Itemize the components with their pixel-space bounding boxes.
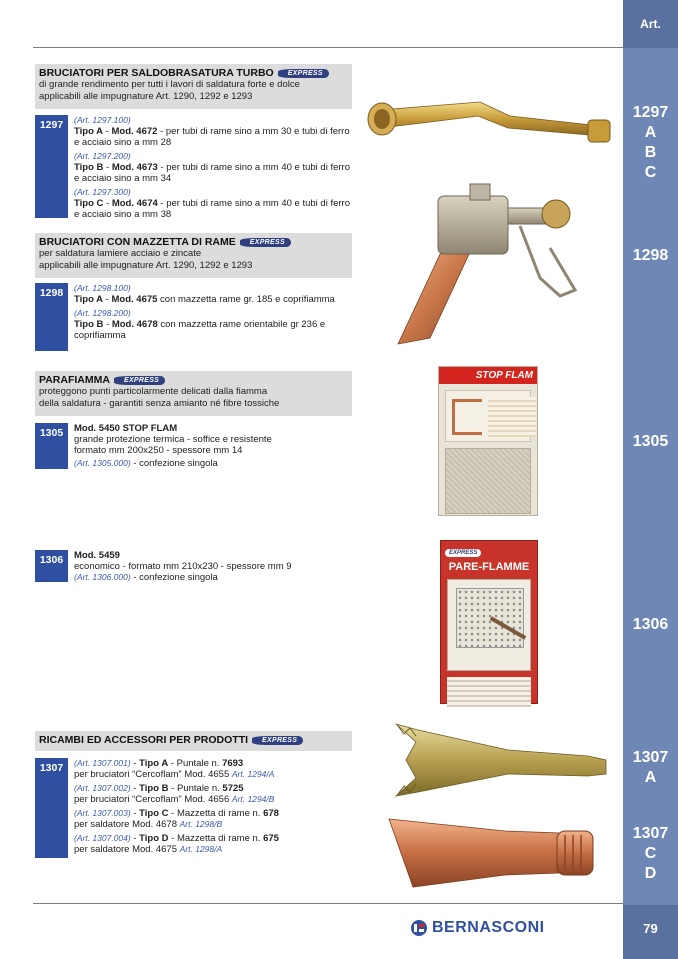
article-code-1297: 1297 xyxy=(35,115,68,218)
section-header-1298 xyxy=(35,233,352,278)
model-name: Mod. 5450 STOP FLAM xyxy=(74,423,178,434)
turbo-torch-image xyxy=(360,88,615,163)
model-line: grande protezione termica - soffice e resistente xyxy=(74,434,272,445)
express-logo: EXPRESS xyxy=(252,736,303,745)
brand-logo xyxy=(410,919,545,937)
section-title: RICAMBI ED ACCESSORI PER PRODOTTI xyxy=(39,734,249,746)
brand-name: BERNASCONI xyxy=(432,919,545,936)
article-item: (Art. 1307.002) - Tipo B - Puntale n. 5725 per bruciatori “Cercoflam” Mod. 4656 Art. 1294/B xyxy=(74,783,275,805)
article-list-1298 xyxy=(74,283,354,344)
article-item: (Art. 1297.100) Tipo A - Mod. 4672 - per tubi di rame sino a mm 30 e tubi di ferro e acciaio sino a mm 28 xyxy=(74,115,350,148)
article-item: (Art. 1307.003) - Tipo C - Mazzetta di rame n. 678 per saldatore Mod. 4678 Art. 1298/B xyxy=(74,808,279,830)
article-item: (Art. 1298.200) Tipo B - Mod. 4678 con mazzetta rame orientabile gr 236 e coprifiamma xyxy=(74,308,326,341)
article-ref-line: (Art. 1306.000) - confezione singola xyxy=(74,572,218,583)
copper-hammer-torch-image xyxy=(390,178,590,350)
package-brand: EXPRESS xyxy=(445,549,481,557)
sidebar-label-1306: 1306 xyxy=(632,616,669,633)
bottom-rule xyxy=(33,903,623,904)
copper-hammer-tip-image xyxy=(385,813,600,893)
art-column-header: Art. xyxy=(623,0,678,48)
model-name: Mod. 5459 xyxy=(74,550,120,561)
brass-nozzle-image xyxy=(388,716,613,801)
article-code-1307: 1307 xyxy=(35,758,68,858)
section-title: BRUCIATORI PER SALDOBRASATURA TURBO xyxy=(39,67,274,79)
sidebar-label-1307-cd: 1307 C D xyxy=(632,825,669,882)
top-rule xyxy=(33,47,623,48)
brand-mark-icon xyxy=(410,919,428,937)
article-ref-line: (Art. 1305.000) - confezione singola xyxy=(74,458,218,469)
sidebar-label-1297: 1297 A B C xyxy=(632,104,669,181)
sidebar-label-1298: 1298 xyxy=(632,247,669,264)
article-code-1305: 1305 xyxy=(35,423,68,469)
express-logo: EXPRESS xyxy=(114,376,165,385)
article-item: (Art. 1297.200) Tipo B - Mod. 4673 - per tubi di rame sino a mm 40 e tubi di ferro e acciaio sino a mm 34 xyxy=(74,151,350,184)
section-desc: applicabili alle impugnature Art. 1290, 1292 e 1293 xyxy=(39,259,253,271)
sidebar-label-1307-a: 1307 A xyxy=(632,749,669,786)
section-title: BRUCIATORI CON MAZZETTA DI RAME xyxy=(39,236,236,248)
section-desc: proteggono punti particolarmente delicati dalla fiamma xyxy=(39,386,268,397)
express-logo: EXPRESS xyxy=(240,238,291,247)
article-list-1305 xyxy=(74,423,354,469)
section-header-1307 xyxy=(35,731,352,751)
article-item: (Art. 1297.300) Tipo C - Mod. 4674 - per tubi di rame sino a mm 40 e tubi di ferro e acciaio sino a mm 38 xyxy=(74,187,350,220)
sidebar-label-1305: 1305 xyxy=(632,433,669,450)
article-code-1298: 1298 xyxy=(35,283,68,351)
article-item: (Art. 1307.001) - Tipo A - Puntale n. 7693 per bruciatori “Cercoflam” Mod. 4655 Art. 1294/A xyxy=(74,758,275,780)
section-desc: di grande rendimento per tutti i lavori di saldatura forte e dolce xyxy=(39,79,300,90)
article-list-1297 xyxy=(74,115,354,223)
package-title: STOP FLAM xyxy=(439,367,537,384)
page-number: 79 xyxy=(623,905,678,959)
section-header-1297 xyxy=(35,64,352,109)
model-line: formato mm 200x250 - spessore mm 14 xyxy=(74,445,243,456)
article-item: (Art. 1298.100) Tipo A - Mod. 4675 con mazzetta rame gr. 185 e coprifiamma xyxy=(74,283,335,305)
section-desc: applicabili alle impugnature Art. 1290, 1292 e 1293 xyxy=(39,90,253,102)
article-item: (Art. 1307.004) - Tipo D - Mazzetta di rame n. 675 per saldatore Mod. 4675 Art. 1298/A xyxy=(74,833,279,855)
article-list-1307 xyxy=(74,758,354,858)
pare-flamme-package-image xyxy=(440,540,538,704)
section-title: PARAFIAMMA xyxy=(39,374,110,386)
article-list-1306 xyxy=(74,550,354,583)
stop-flam-package-image xyxy=(438,366,538,516)
model-line: economico - formato mm 210x230 - spessore mm 9 xyxy=(74,561,292,572)
article-code-1306: 1306 xyxy=(35,550,68,582)
package-title: PARE-FLAMME xyxy=(448,561,530,573)
express-logo: EXPRESS xyxy=(278,69,329,78)
section-desc: della saldatura - garantiti senza amianto né fibre tossiche xyxy=(39,397,280,409)
section-desc: per saldatura lamiere acciaio e zincate xyxy=(39,248,202,259)
section-header-1305 xyxy=(35,371,352,416)
